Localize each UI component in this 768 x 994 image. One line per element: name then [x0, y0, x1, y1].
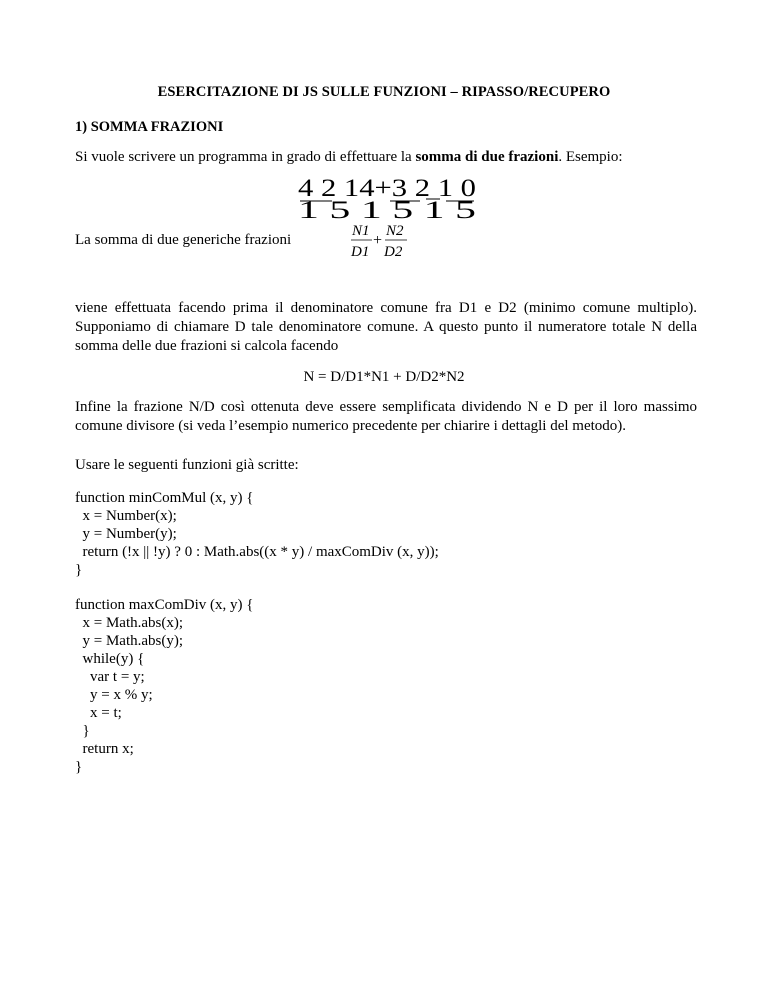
example-equation-bottom: 1 5 1 5 1 5 — [298, 197, 476, 222]
plus-sign: + — [373, 232, 383, 249]
intro-text: Si vuole scrivere un programma in grado di effettuare la — [75, 149, 416, 165]
numerator-formula: N = D/D1*N1 + D/D2*N2 — [303, 369, 465, 385]
simplify-paragraph: Infine la frazione N/D così ottenuta deve essere semplificata dividendo N e D per il loro massimo comune divisore (si veda l’esempio numerico precedente per chiarire i dettagli del metodo). — [75, 399, 697, 434]
generic-sum-label: La somma di due generiche frazioni — [75, 232, 292, 248]
intro-text-end: . Esempio: — [558, 149, 623, 165]
section-heading: 1) SOMMA FRAZIONI — [75, 119, 224, 135]
example-equation — [298, 176, 488, 222]
intro-paragraph — [75, 148, 697, 167]
document-title: ESERCITAZIONE DI JS SULLE FUNZIONI – RIPASSO/RECUPERO — [157, 84, 611, 100]
numerator-n2: N2 — [386, 223, 404, 239]
denominator-d1: D1 — [351, 244, 370, 260]
denominator-d2: D2 — [384, 244, 403, 260]
explanation-paragraph: viene effettuata facendo prima il denominatore comune fra D1 e D2 (minimo comune multiplo). Supponiamo di chiamare D tale denominatore comune. A questo punto il numeratore totale N della somma delle due frazioni si calcola facendo — [75, 300, 697, 354]
numerator-n1: N1 — [352, 223, 370, 239]
use-functions-label: Usare le seguenti funzioni già scritte: — [75, 457, 299, 473]
example-equation-top: 4 2 14+3 2 1 0 — [298, 176, 476, 202]
intro-bold-text: somma di due frazioni — [415, 149, 559, 165]
code-block: function minComMul (x, y) { x = Number(x); y = Number(y); return (!x || !y) ? 0 : Math.abs((x * y) / maxComDiv (x, y)); } function maxComDiv (x, y) { x = Math.abs(x); y = Math.abs(y); while(y) { var t = y; y = x % y; x = t; } return x; } — [75, 490, 439, 775]
generic-fraction — [350, 221, 410, 261]
